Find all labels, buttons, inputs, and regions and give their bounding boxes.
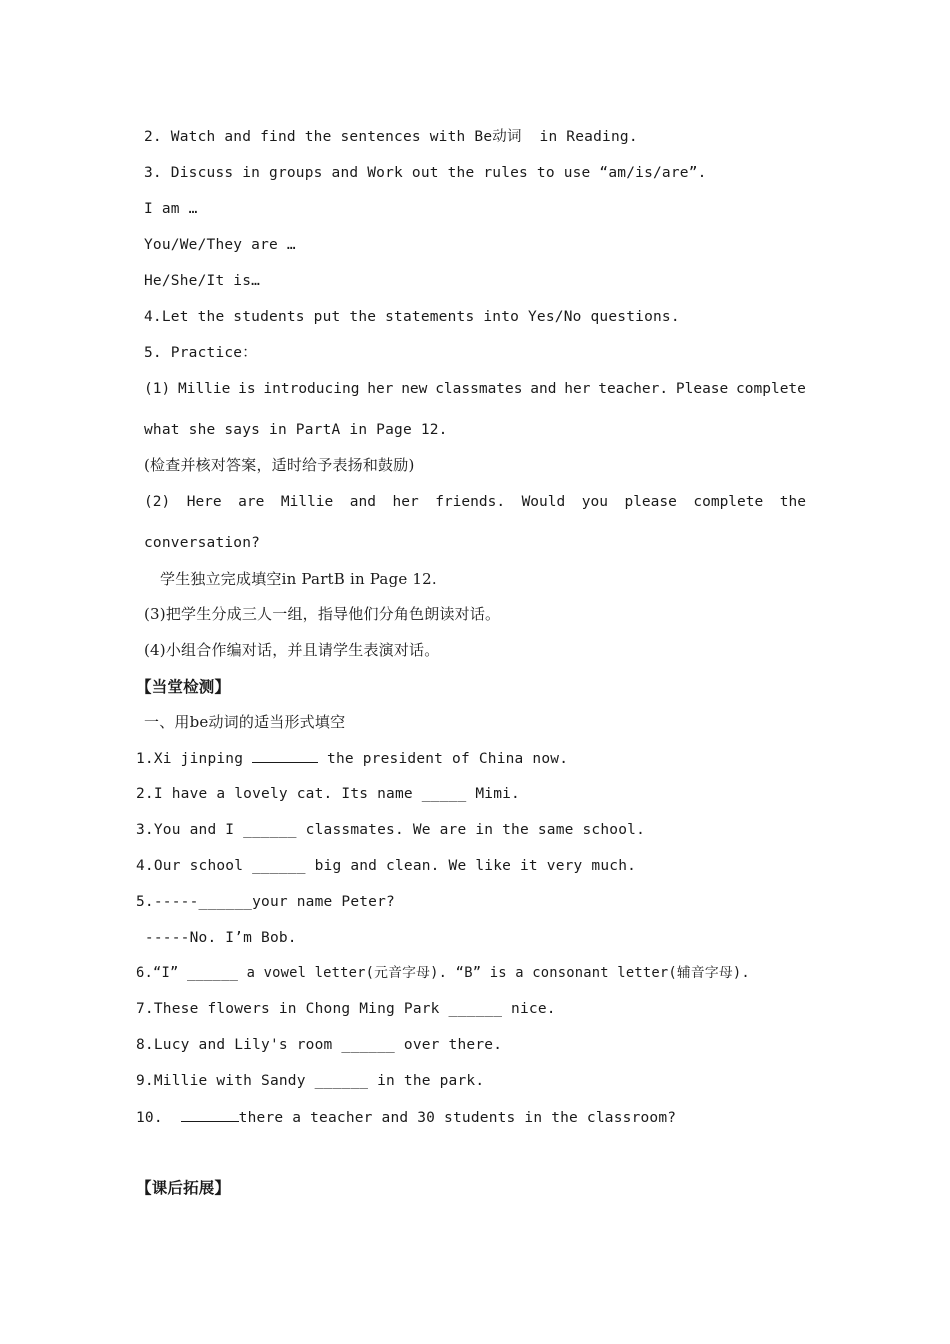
- word: classmates: [435, 381, 523, 397]
- word: her: [367, 381, 394, 397]
- practice-3-text: (3)把学生分成三人一组，指导他们分角色朗读对话。: [144, 605, 501, 623]
- question-10-number: 10.: [136, 1110, 181, 1126]
- word: introducing: [263, 381, 360, 397]
- word: the: [779, 494, 806, 510]
- answer-blank: [252, 748, 318, 763]
- question-9: 9.Millie with Sandy ______ in the park.: [136, 1073, 485, 1089]
- word: friends.: [435, 494, 506, 510]
- question-2: 2.I have a lovely cat. Its name _____ Mimi.: [136, 786, 520, 802]
- word: Millie: [177, 381, 231, 397]
- word: is: [238, 381, 256, 397]
- question-8: 8.Lucy and Lily's room ______ over there.: [136, 1037, 503, 1053]
- word: (1): [144, 381, 171, 397]
- rule-i-am: I am …: [144, 201, 198, 217]
- practice-2-line-1: [144, 492, 806, 512]
- question-5: 5.-----______your name Peter?: [136, 894, 395, 910]
- word: and: [349, 494, 376, 510]
- word: (2): [144, 494, 171, 510]
- word: Here: [186, 494, 222, 510]
- word: teacher.: [598, 381, 669, 397]
- word: are: [238, 494, 265, 510]
- question-10-text: there a teacher and 30 students in the classroom?: [238, 1110, 677, 1126]
- practice-2-instruction: 学生独立完成填空in PartB in Page 12.: [160, 570, 437, 588]
- section-heading-in-class-test: 【当堂检测】: [136, 678, 231, 696]
- rule-he-she-it-is: He/She/It is…: [144, 273, 261, 289]
- question-1-end: the president of China now.: [318, 751, 569, 767]
- word: her: [392, 494, 419, 510]
- step-4-text: 4.Let the students put the statements into Yes/No questions.: [144, 309, 680, 325]
- teacher-note: (检查并核对答案，适时给予表扬和鼓励): [144, 456, 415, 474]
- question-6: 6.“I” ______ a vowel letter(元音字母). “B” is a consonant letter(辅音字母).: [136, 965, 750, 981]
- word: Please: [675, 381, 729, 397]
- question-5-reply: -----No. I’m Bob.: [136, 930, 297, 946]
- answer-blank: [181, 1107, 239, 1122]
- question-1-start: 1.Xi jinping: [136, 751, 253, 767]
- word: her: [564, 381, 591, 397]
- practice-1-line-1: [144, 379, 806, 399]
- word: Millie: [280, 494, 334, 510]
- step-3-text: 3. Discuss in groups and Work out the rules to use “am/is/are”.: [144, 165, 707, 181]
- question-1: [136, 748, 568, 769]
- question-4: 4.Our school ______ big and clean. We like it very much.: [136, 858, 637, 874]
- question-7: 7.These flowers in Chong Ming Park ______ nice.: [136, 1001, 556, 1017]
- word: Would: [521, 494, 566, 510]
- practice-1-line-2: what she says in PartA in Page 12.: [144, 422, 448, 438]
- practice-4-text: (4)小组合作编对话，并且请学生表演对话。: [144, 641, 440, 659]
- word: complete: [693, 494, 764, 510]
- word: please: [624, 494, 677, 510]
- word: you: [581, 494, 608, 510]
- exercise-instruction: 一、用be动词的适当形式填空: [144, 713, 346, 731]
- word: complete: [736, 381, 806, 397]
- rule-you-we-they-are: You/We/They are …: [144, 237, 296, 253]
- step-2-text: 2. Watch and find the sentences with Be动词 in Reading.: [144, 129, 638, 145]
- question-3: 3.You and I ______ classmates. We are in the same school.: [136, 822, 645, 838]
- word: and: [530, 381, 557, 397]
- word: new: [401, 381, 428, 397]
- question-10: [136, 1107, 676, 1128]
- step-5-heading: 5. Practice：: [144, 345, 257, 361]
- practice-2-line-2: conversation?: [144, 535, 261, 551]
- section-heading-after-class: 【课后拓展】: [136, 1179, 231, 1197]
